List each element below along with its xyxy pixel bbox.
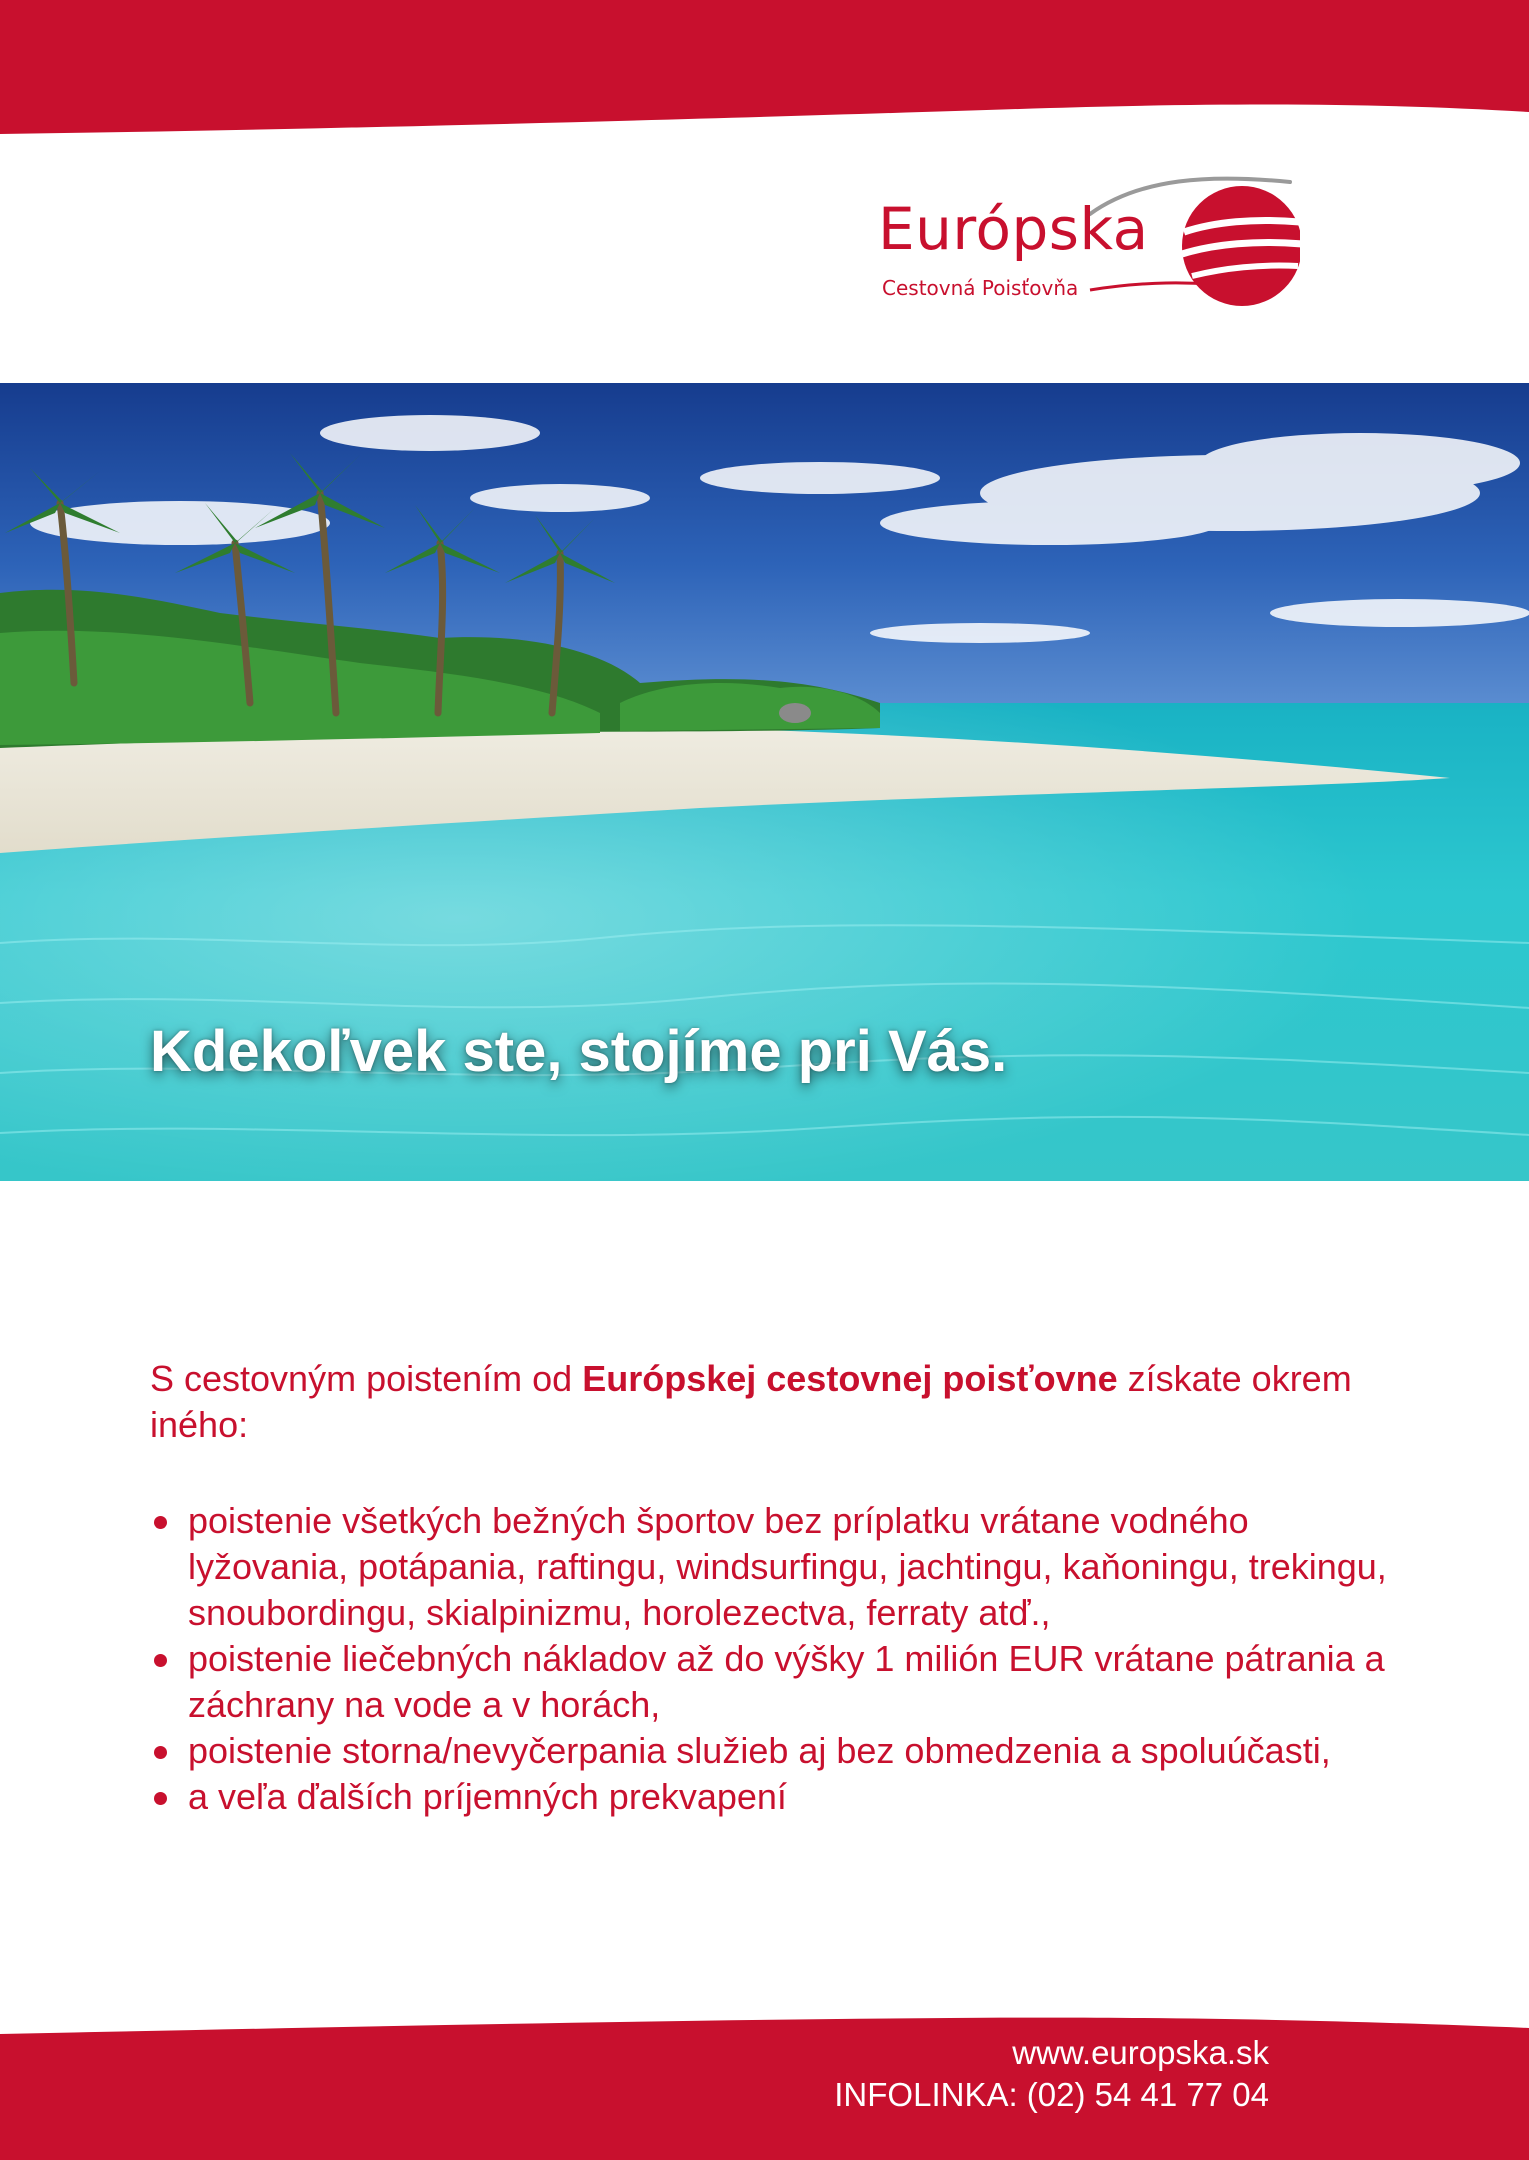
brand-subtitle: Cestovná Poisťovňa [882, 276, 1079, 300]
benefits-list [150, 1498, 1390, 1820]
intro-text-start: S cestovným poistením od [150, 1358, 583, 1399]
infoline-phone: INFOLINKA: (02) 54 41 77 04 [834, 2076, 1269, 2113]
benefit-item: poistenie storna/nevyčerpania služieb aj bez obmedzenia a spoluúčasti, [150, 1728, 1390, 1774]
intro-paragraph [150, 1356, 1370, 1448]
benefit-item: poistenie všetkých bežných športov bez príplatku vrátane vodného lyžovania, potápania, raftingu, windsurfingu, jachtingu, kaňoningu, trekingu, snoubordingu, skialpinizmu, horolezectva, ferraty atď., [150, 1498, 1390, 1636]
hero-tagline: Kdekoľvek ste, stojíme pri Vás. [150, 1019, 1008, 1084]
hero-image [0, 383, 1529, 1181]
intro-text-end: získate okrem iného: [150, 1358, 1352, 1445]
benefit-item: a veľa ďalších príjemných prekvapení [150, 1774, 1390, 1820]
website-link[interactable]: www.europska.sk [1012, 2034, 1269, 2071]
contact-info [834, 2032, 1269, 2116]
intro-company-name: Európskej cestovnej poisťovne [582, 1358, 1118, 1399]
bottom-wave-band [0, 2010, 1529, 2160]
top-wave-band [0, 0, 1529, 140]
brand-logo [870, 170, 1300, 320]
benefit-item: poistenie liečebných nákladov až do výšky 1 milión EUR vrátane pátrania a záchrany na vode a v horách, [150, 1636, 1390, 1728]
brand-name: Európska [878, 195, 1149, 263]
